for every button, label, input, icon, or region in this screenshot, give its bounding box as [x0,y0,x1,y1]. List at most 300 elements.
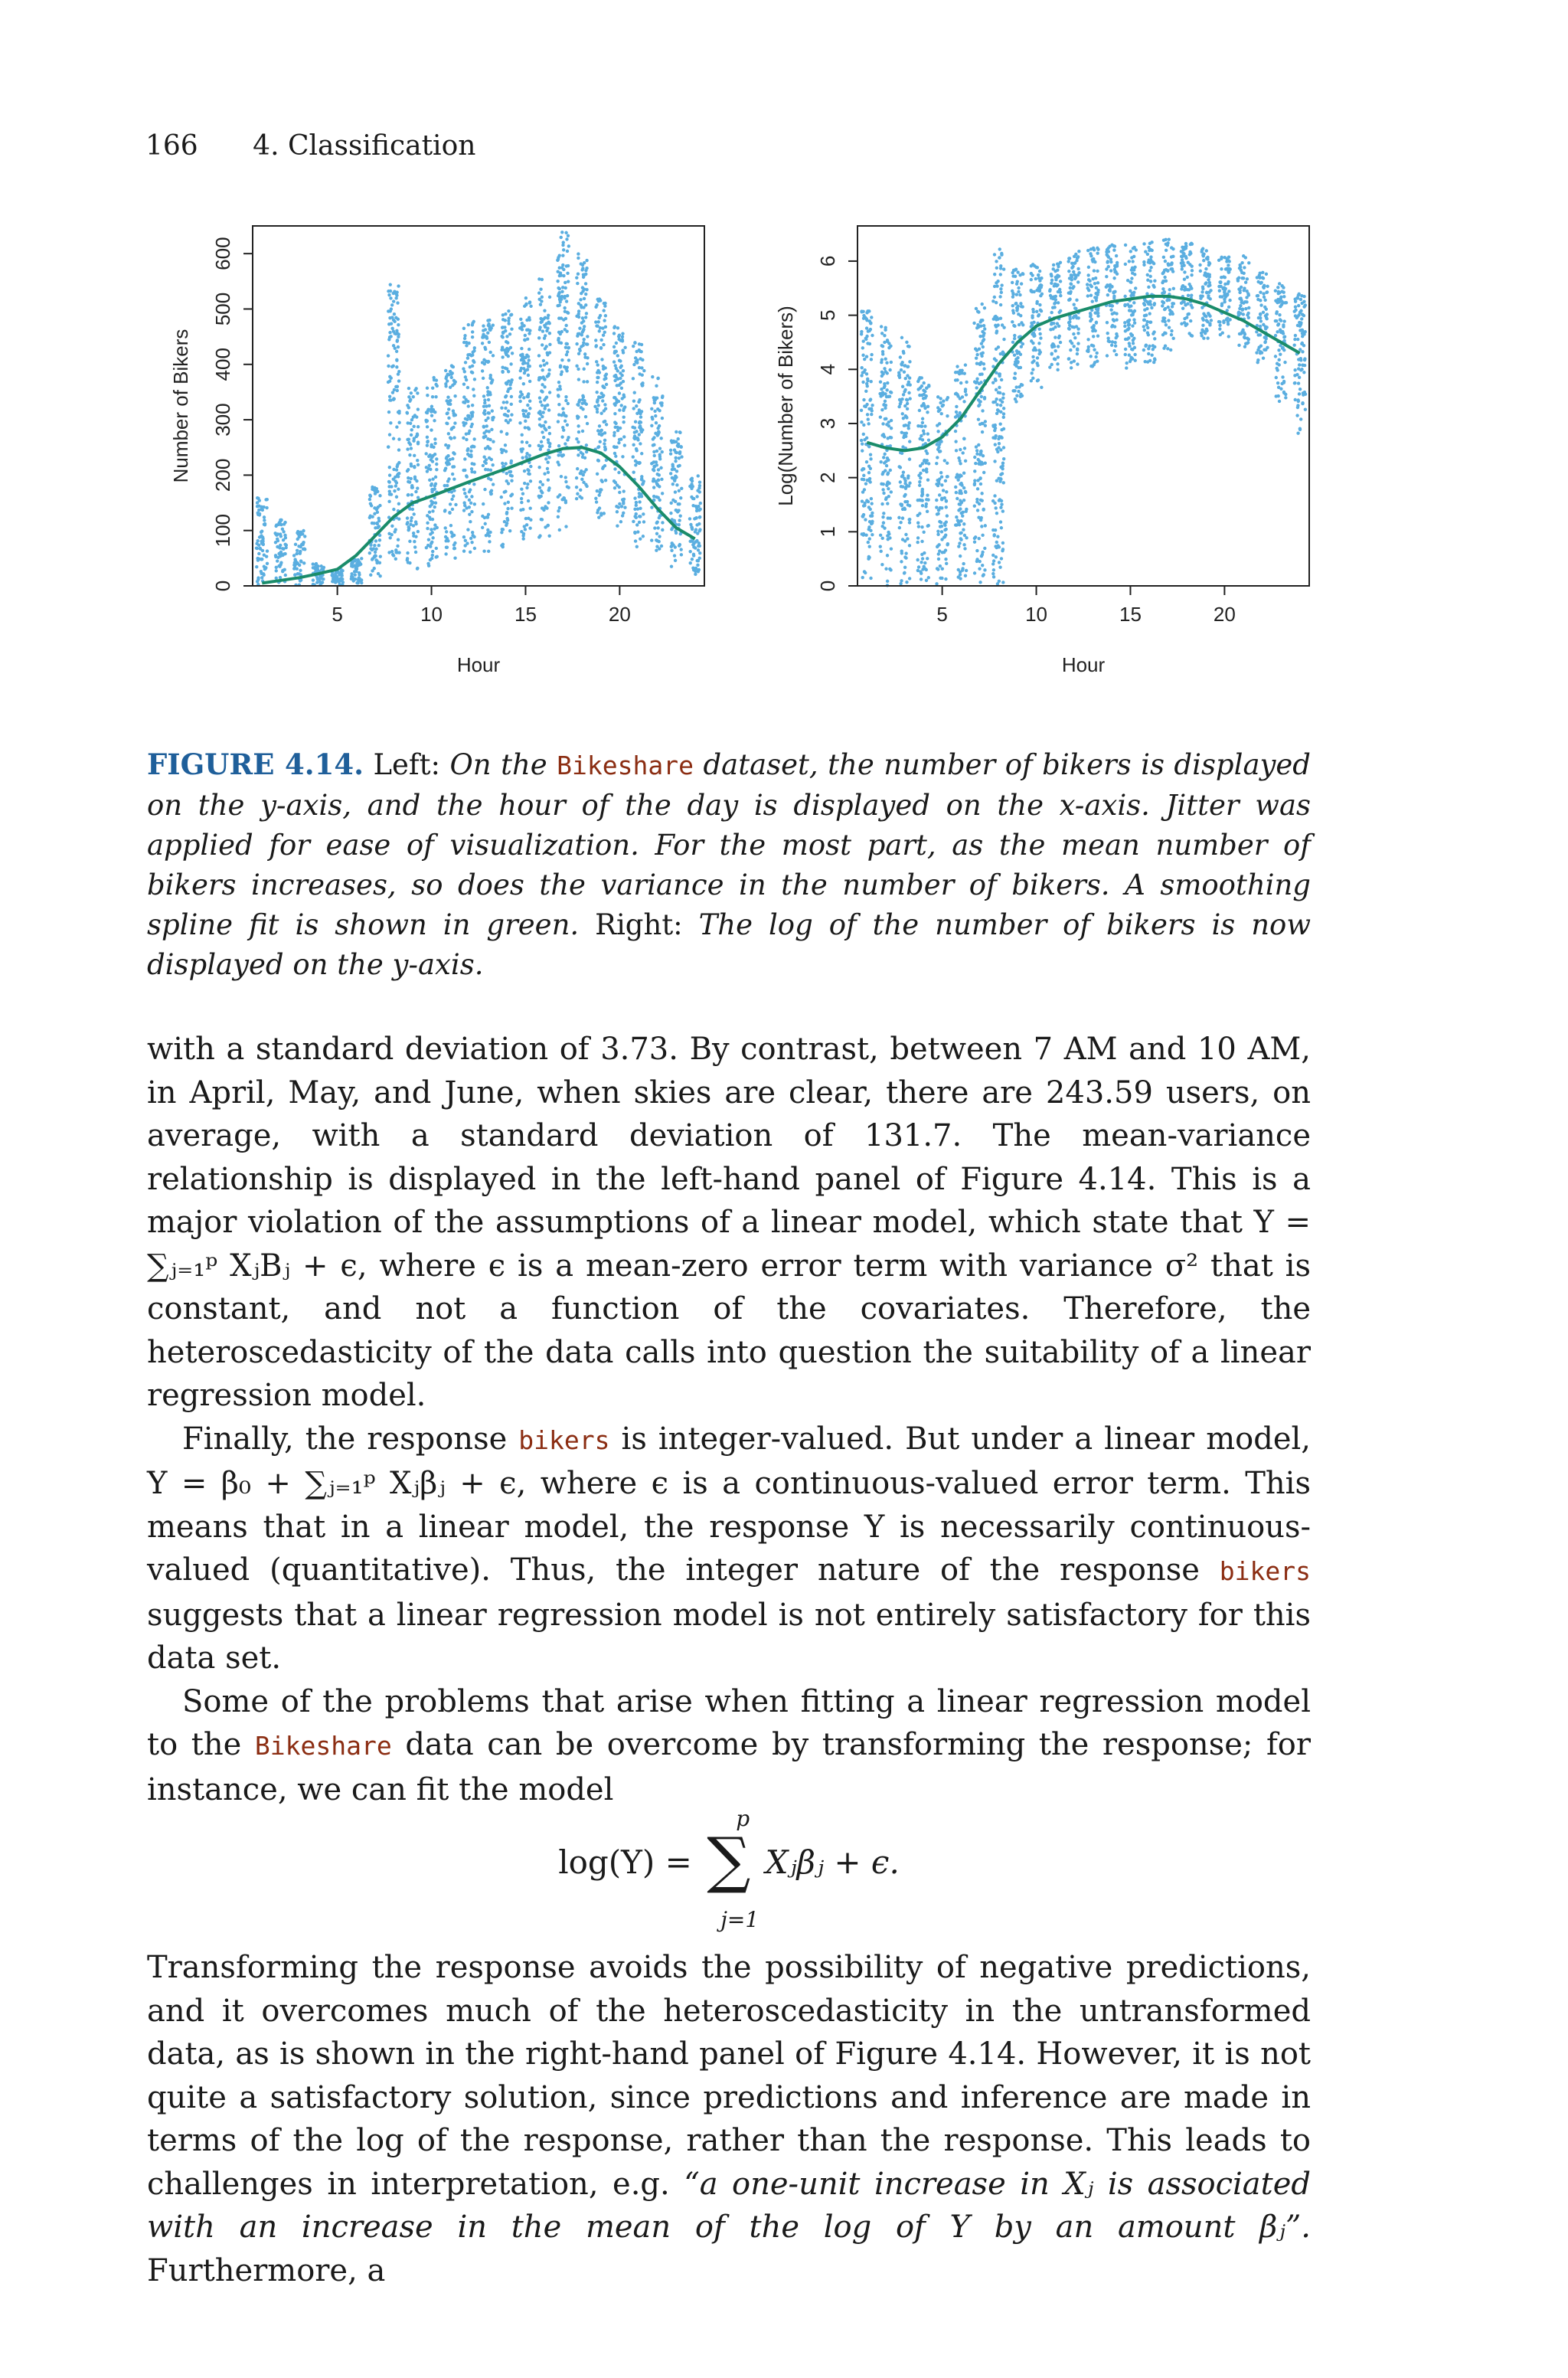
data-point [507,348,510,351]
data-point [617,471,620,474]
data-point [577,378,580,381]
data-point [995,331,998,334]
data-point [955,449,958,452]
data-point [973,380,976,383]
data-point [1017,290,1020,293]
data-point [865,499,868,502]
data-point [358,579,361,582]
data-point [632,363,635,366]
data-point [444,552,447,555]
data-point [633,430,636,433]
data-point [620,387,623,390]
data-point [1021,305,1024,308]
data-point [921,492,924,496]
data-point [1067,260,1070,263]
data-point [1184,286,1187,289]
data-point [319,564,322,568]
data-point [927,384,930,387]
data-point [560,435,564,438]
data-point [621,339,624,342]
data-point [528,358,531,361]
data-point [397,410,400,413]
data-point [505,512,508,515]
data-point [964,491,967,494]
data-point [1000,436,1003,439]
data-point [598,297,601,300]
data-point [1038,332,1041,335]
data-point [994,443,997,446]
data-point [1301,335,1304,338]
data-point [962,511,965,514]
data-point [1000,378,1003,381]
data-point [1070,366,1073,369]
data-point [959,554,962,558]
data-point [1127,327,1130,330]
data-point [1224,267,1227,270]
data-point [981,534,984,537]
data-point [1088,280,1091,283]
data-point [482,324,485,327]
data-point [1086,249,1089,252]
data-point [526,404,529,407]
data-point [393,312,396,316]
data-point [1227,256,1230,259]
data-point [1090,344,1093,347]
data-point [528,454,531,457]
data-point [1143,319,1146,322]
data-point [1199,270,1202,273]
data-point [1093,260,1096,263]
data-point [995,512,998,515]
data-point [656,526,659,529]
data-point [445,530,448,533]
data-point [612,433,616,437]
data-point [1285,301,1288,304]
data-point [294,543,297,546]
data-point [1048,289,1051,293]
data-point [428,510,431,513]
data-point [612,326,616,329]
data-point [354,573,357,576]
data-point [886,339,889,342]
data-point [1133,266,1136,269]
data-point [995,267,998,270]
data-point [396,339,399,342]
data-point [1257,316,1260,319]
data-point [463,492,466,495]
data-point [275,566,278,569]
data-point [603,464,606,467]
data-point [883,461,886,464]
data-point [538,486,541,489]
data-point [586,362,589,365]
data-point [1298,324,1302,327]
data-point [446,373,449,376]
data-point [652,443,655,446]
data-point [435,463,438,466]
data-point [908,577,911,580]
data-point [1037,273,1040,276]
data-point [537,466,541,469]
data-point [993,357,996,360]
data-point [884,417,887,420]
data-point [1076,267,1080,270]
data-point [360,557,363,560]
data-point [1133,353,1136,356]
data-point [1220,276,1223,279]
data-point [450,427,453,430]
data-point [379,554,382,558]
data-point [918,409,921,412]
data-point [1132,301,1135,304]
data-point [492,323,495,326]
data-point [642,482,645,485]
data-point [467,323,470,326]
data-point [922,531,925,534]
data-point [678,430,681,433]
data-point [1242,312,1245,316]
data-point [508,470,511,473]
data-point [658,499,661,502]
data-point [670,502,673,505]
data-point [577,316,580,319]
data-point [995,281,998,284]
data-point [917,525,920,528]
data-point [540,518,543,521]
data-point [548,432,551,435]
data-point [946,414,949,417]
data-point [640,410,643,413]
data-point [992,534,995,537]
caption-right-text: The log of the number of bikers is now displayed on the y-axis. [147,908,1311,981]
data-point [541,368,544,371]
data-point [410,433,413,437]
data-point [1091,300,1094,303]
data-point [1019,395,1022,398]
data-point [603,378,606,381]
data-point [503,413,506,416]
data-point [1115,264,1118,267]
data-point [505,472,508,475]
data-point [920,561,923,564]
data-point [528,400,531,403]
data-point [1147,352,1150,355]
data-point [600,429,603,432]
data-point [602,309,605,312]
data-point [992,575,995,578]
data-point [388,331,391,334]
data-point [1168,288,1171,291]
data-point [1217,285,1220,288]
data-point [468,505,471,509]
data-point [585,267,588,270]
data-point [1093,348,1096,352]
data-point [464,421,467,424]
data-point [1180,261,1183,264]
data-point [322,568,325,571]
data-point [560,316,563,319]
data-point [452,436,456,439]
data-point [959,503,962,506]
data-point [1201,324,1204,327]
data-point [1181,254,1184,257]
data-point [585,450,588,453]
data-point [452,478,456,481]
data-point [661,521,664,524]
data-point [487,550,490,553]
data-point [1298,427,1302,430]
data-point [1239,304,1242,307]
data-point [415,415,418,418]
data-point [935,505,938,509]
data-point [1152,344,1155,347]
data-point [414,551,417,554]
data-point [412,425,415,428]
data-point [395,329,398,332]
data-point [655,520,658,523]
data-point [1129,250,1132,253]
data-point [466,453,469,456]
data-point [658,424,661,427]
data-point [1077,250,1080,253]
data-point [959,482,962,486]
data-point [473,378,476,381]
data-point [547,478,550,481]
data-point [546,461,549,464]
data-point [1129,360,1132,363]
data-point [413,437,416,440]
data-point [1223,256,1226,259]
data-point [694,567,697,570]
data-point [674,450,677,453]
data-point [639,424,642,427]
data-point [397,345,400,348]
data-point [1181,307,1184,310]
data-point [1228,318,1231,321]
data-point [1296,432,1299,435]
data-point [471,335,474,339]
data-point [675,430,678,433]
data-point [1129,304,1132,307]
data-point [655,384,658,388]
data-point [887,487,890,490]
y-tick-label: 0 [816,580,839,592]
data-point [979,482,982,486]
data-point [918,480,921,483]
data-point [977,404,980,407]
data-point [1293,338,1296,341]
data-point [525,486,528,489]
data-point [995,325,998,328]
data-point [263,515,266,518]
data-point [541,411,544,414]
data-point [544,316,547,319]
data-point [865,403,868,406]
data-point [433,505,436,509]
data-point [612,360,616,363]
data-point [599,314,602,317]
data-point [1276,323,1279,326]
data-point [871,404,874,407]
data-point [998,372,1001,375]
data-point [581,401,584,404]
data-points [255,231,702,587]
data-point [995,348,998,351]
data-point [889,517,892,520]
data-point [1069,339,1072,342]
data-point [1002,416,1005,419]
data-point [523,339,526,342]
data-point [397,421,400,424]
data-point [1089,252,1092,255]
paragraph-1: with a standard deviation of 3.73. By contrast, between 7 AM and 10 AM, in April, May, and June, when skies are clear, there are 243.59 users, on average, with a standard deviation of 131.7. The mean-variance relationship is displayed in the left-hand panel of Figure 4.14. This is a major violation of the assumptions of a linear model, which state that Y = ∑ⱼ₌₁ᵖ XⱼΒⱼ + ϵ, where ϵ is a mean-zero error term with variance σ² that is constant, and not a function of the covariates. Therefore, the heteroscedasticity of the data calls into question the suitability of a linear regression model. [147,1032,1311,1413]
data-point [470,495,473,498]
data-point [298,551,301,554]
data-point [881,515,884,518]
data-point [696,532,699,535]
data-point [902,352,905,355]
data-point [334,581,337,584]
data-point [410,446,413,450]
data-point [1031,323,1034,326]
data-point [654,414,657,417]
data-point [1069,348,1072,352]
data-point [604,407,607,410]
data-point [1262,311,1265,314]
data-point [943,496,946,499]
data-point [469,537,472,540]
data-point [395,365,398,368]
data-point [505,432,508,435]
data-point [880,408,884,411]
data-point [954,430,957,433]
data-point [1164,345,1167,348]
data-point [392,397,395,400]
data-point [965,393,968,396]
data-point [1275,312,1278,315]
data-point [388,433,391,436]
data-point [537,354,541,357]
data-point [632,407,635,410]
data-point [974,462,977,465]
data-point [639,442,642,445]
data-point [565,299,568,303]
data-point [599,412,603,415]
data-point [501,331,505,334]
data-point [511,352,514,355]
data-point [890,427,893,430]
data-point [885,388,888,391]
data-point [469,453,472,456]
data-point [879,545,882,548]
data-point [998,256,1001,259]
data-point [962,528,965,532]
data-point [392,468,395,471]
data-point [541,343,544,346]
data-point [1189,252,1192,255]
data-point [1247,261,1250,264]
data-point [900,475,903,478]
data-point [1133,246,1136,249]
data-point [1262,292,1265,295]
data-point [1123,325,1126,328]
data-point [1183,321,1186,324]
data-point [1133,346,1136,349]
data-point [1161,280,1165,283]
data-point [445,545,448,548]
data-point [917,474,920,477]
data-point [507,309,510,312]
data-point [510,506,513,509]
data-point [954,440,957,443]
data-point [557,331,560,334]
data-point [1190,286,1193,289]
data-point [691,504,694,507]
data-point [983,397,986,400]
data-point [547,368,550,371]
data-point [416,433,419,436]
data-point [975,326,978,329]
data-point [908,360,911,363]
data-point [632,455,635,458]
data-point [296,549,299,552]
data-point [528,473,531,476]
data-point [869,467,872,470]
data-point [1301,329,1304,332]
data-point [945,499,948,502]
data-point [394,479,397,482]
data-point [546,467,549,470]
data-point [505,394,508,397]
data-point [1011,281,1014,284]
data-point [671,482,675,486]
data-point [395,350,398,353]
data-point [981,499,984,502]
data-point [450,376,453,379]
data-point [468,513,471,516]
data-point [980,492,983,495]
data-point [387,480,390,483]
data-point [583,325,586,328]
data-point [279,561,283,564]
data-point [492,354,495,357]
data-point [473,547,476,550]
data-point [1093,248,1096,251]
data-point [880,563,884,566]
data-point [1145,344,1148,347]
data-point [1050,273,1053,276]
data-point [260,570,263,573]
data-point [1294,334,1297,337]
figure-caption [147,744,1311,985]
data-point [527,374,530,377]
data-point [1279,305,1282,308]
data-point [865,460,868,463]
data-point [1001,464,1004,467]
data-point [413,540,416,543]
data-point [506,507,509,510]
data-point [560,231,564,234]
data-point [670,541,673,545]
data-point [680,487,683,490]
data-point [993,253,996,256]
data-point [1013,337,1016,340]
data-point [1011,309,1014,312]
data-point [426,544,430,547]
data-point [387,293,390,296]
data-point [898,398,901,401]
data-point [487,476,490,479]
